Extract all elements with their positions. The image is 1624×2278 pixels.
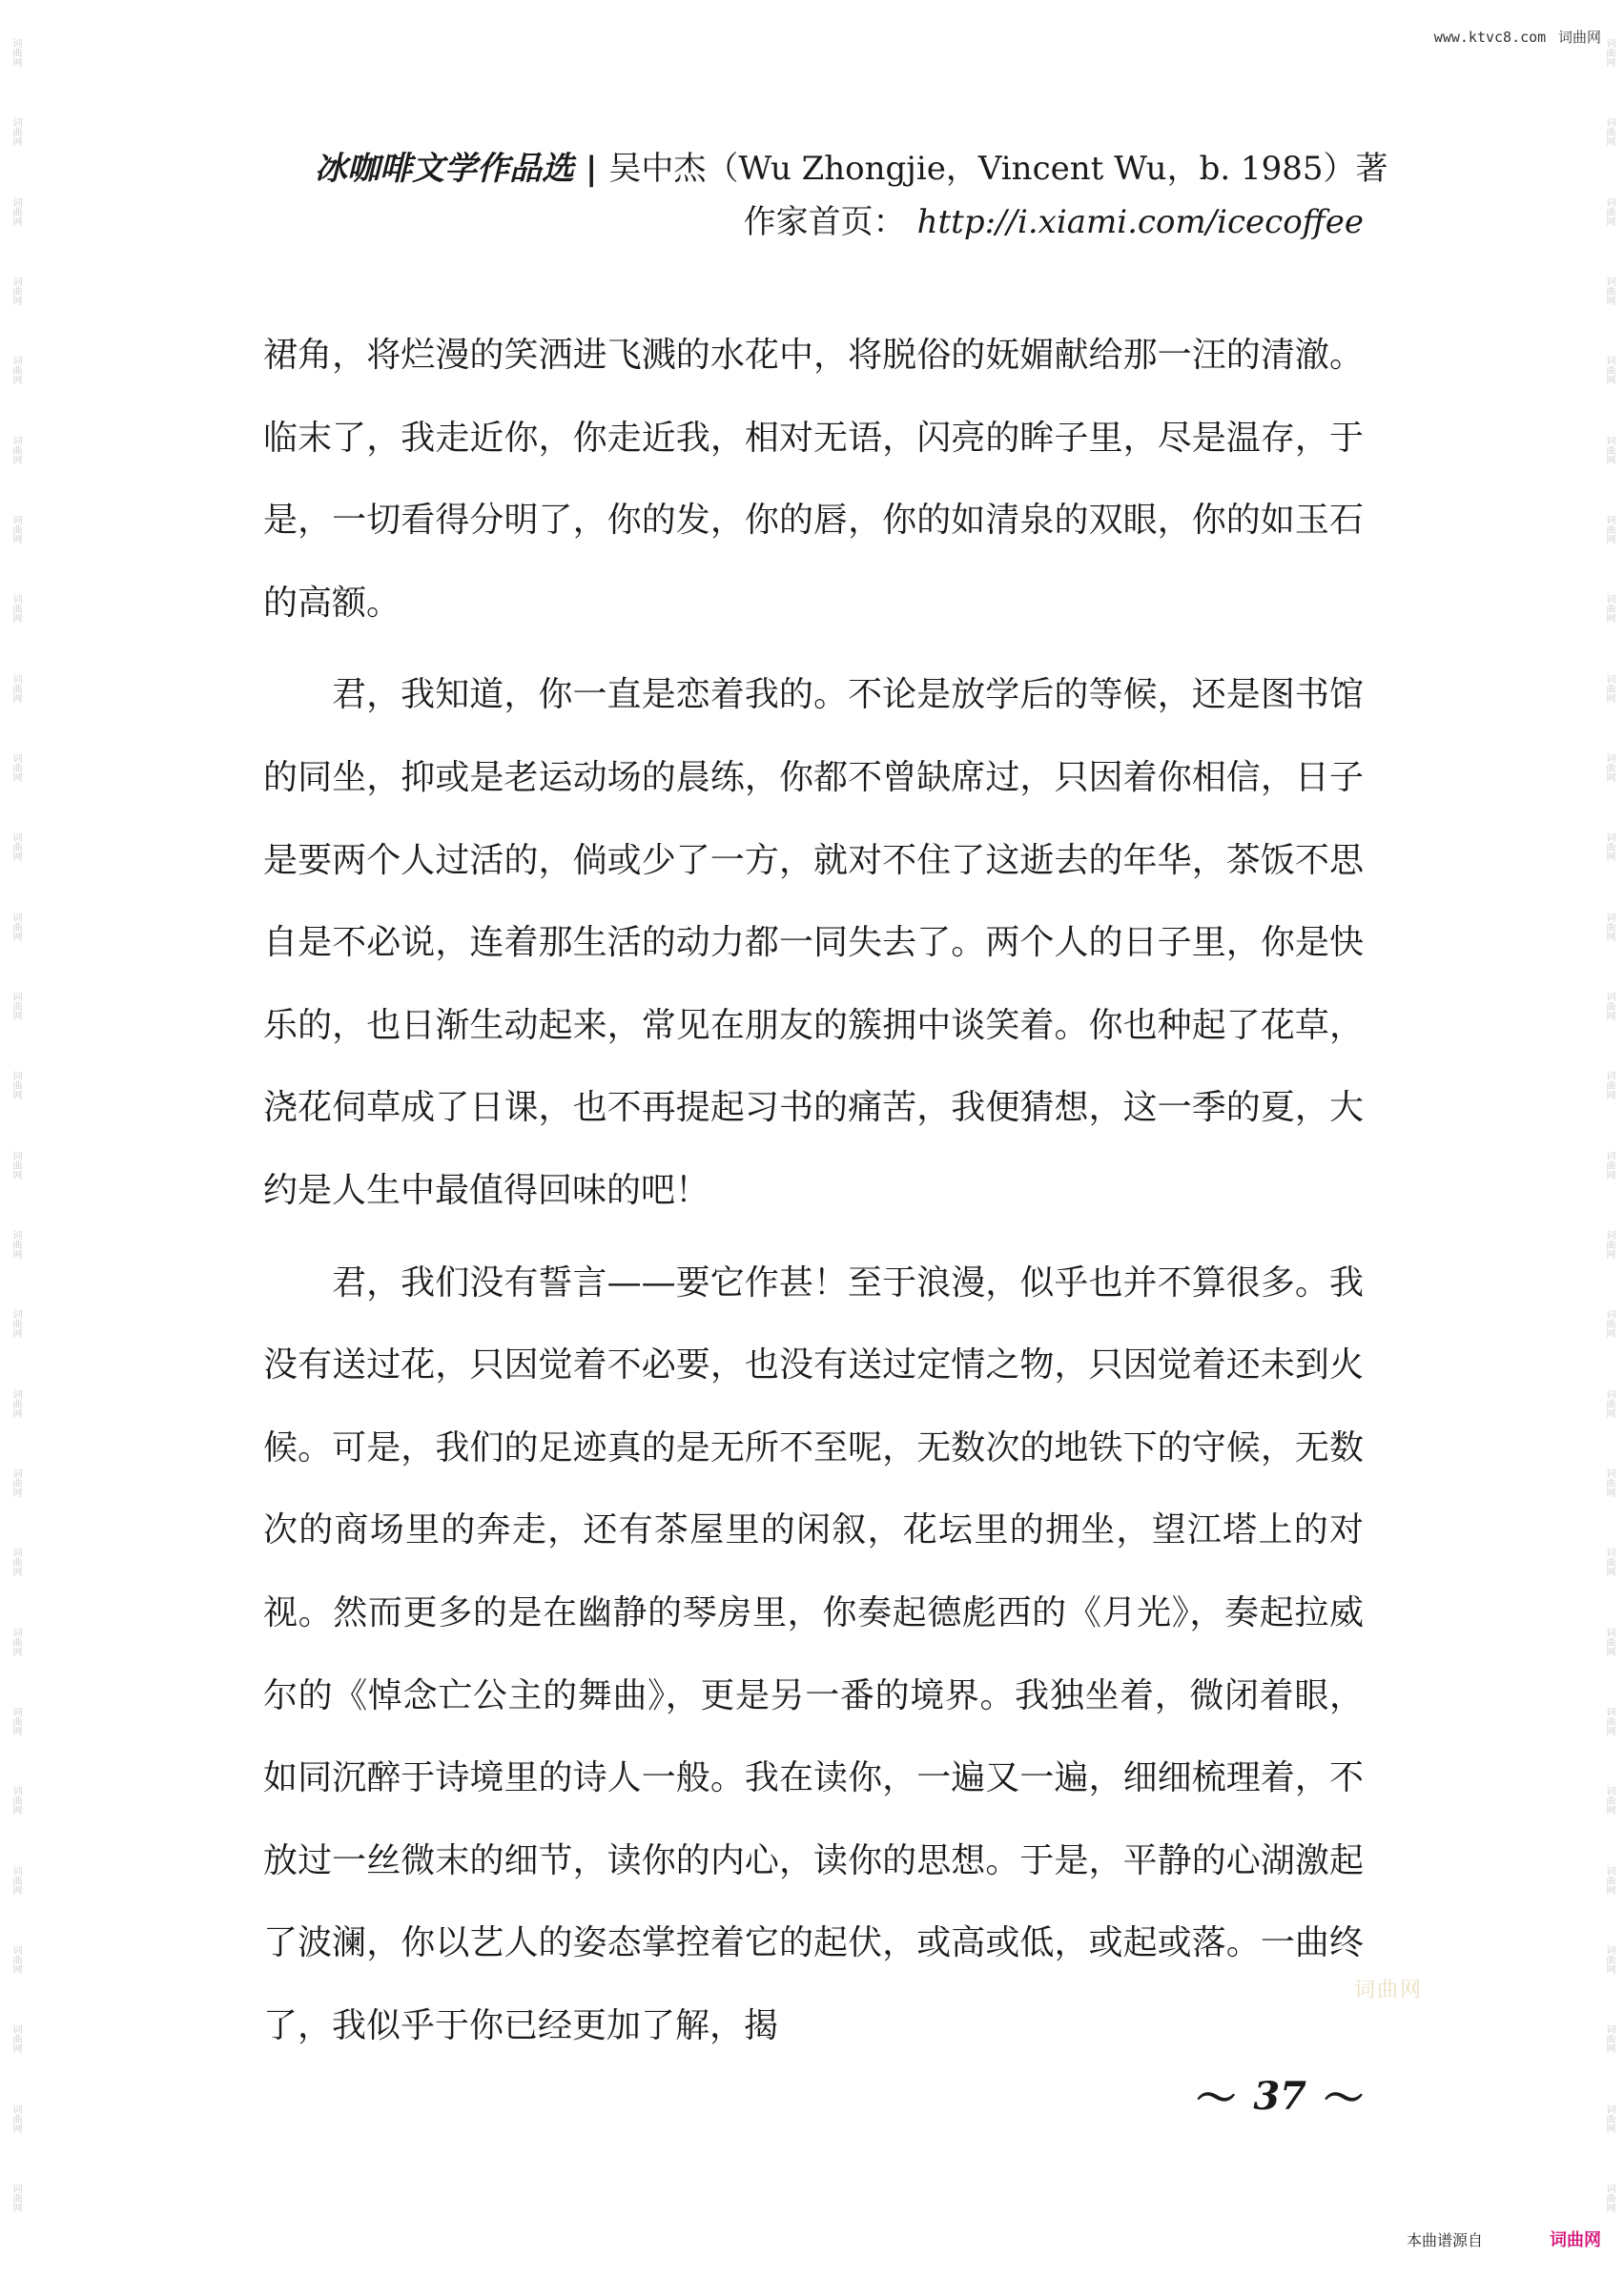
- side-watermark-text: 词曲网: [1604, 1786, 1614, 1816]
- side-watermark-text: 词曲网: [10, 514, 21, 544]
- side-watermark-text: 词曲网: [1604, 1388, 1614, 1418]
- brand-link[interactable]: 词曲网: [1550, 2230, 1601, 2250]
- bottom-watermark: [1407, 2227, 1601, 2251]
- side-watermark-text: 词曲网: [1604, 1467, 1614, 1497]
- page-header: [315, 145, 1388, 246]
- side-watermark-text: 词曲网: [1604, 673, 1614, 703]
- header-homepage-line: [315, 198, 1364, 246]
- side-watermark-text: 词曲网: [10, 1229, 21, 1259]
- side-watermark-text: 词曲网: [10, 1786, 21, 1816]
- side-watermark-text: 词曲网: [10, 435, 21, 464]
- side-watermark-text: 词曲网: [10, 594, 21, 624]
- page-number-value: 37: [1253, 2073, 1306, 2119]
- left-watermark-strip: [6, 38, 25, 2212]
- side-watermark-text: 词曲网: [10, 991, 21, 1020]
- side-watermark-text: 词曲网: [10, 2183, 21, 2212]
- side-watermark-text: 词曲网: [1604, 1627, 1614, 1656]
- side-watermark-text: 词曲网: [1604, 832, 1614, 862]
- body-text: [263, 315, 1364, 2067]
- author-info: 吴中杰（Wu Zhongjie，Vincent Wu，b. 1985）著: [608, 150, 1388, 188]
- side-watermark-text: 词曲网: [10, 1388, 21, 1418]
- homepage-link[interactable]: http://i.xiami.com/icecoffee: [916, 203, 1364, 241]
- right-watermark-strip: [1599, 38, 1618, 2212]
- side-watermark-text: 词曲网: [1604, 514, 1614, 544]
- side-watermark-text: 词曲网: [1604, 1865, 1614, 1895]
- side-watermark-text: 词曲网: [1604, 2024, 1614, 2054]
- side-watermark-text: 词曲网: [10, 912, 21, 941]
- page-number-tilde-right: ～: [1323, 2075, 1364, 2122]
- side-watermark-text: 词曲网: [10, 276, 21, 305]
- header-separator: |: [586, 150, 598, 188]
- side-watermark-text: 词曲网: [1604, 991, 1614, 1020]
- side-watermark-text: 词曲网: [10, 832, 21, 862]
- homepage-label: 作家首页：: [743, 203, 906, 241]
- side-watermark-text: 词曲网: [1604, 1071, 1614, 1100]
- side-watermark-text: 词曲网: [10, 1467, 21, 1497]
- side-watermark-text: 词曲网: [10, 356, 21, 385]
- side-watermark-text: 词曲网: [1604, 435, 1614, 464]
- header-title-line: [315, 145, 1388, 193]
- side-watermark-text: 词曲网: [1604, 276, 1614, 305]
- source-note: 本曲谱源自: [1406, 2231, 1483, 2249]
- side-watermark-text: 词曲网: [1604, 1150, 1614, 1180]
- side-watermark-text: 词曲网: [10, 1865, 21, 1895]
- side-watermark-text: 词曲网: [1604, 1706, 1614, 1735]
- side-watermark-text: 词曲网: [1604, 117, 1614, 147]
- page-number: [1196, 2067, 1364, 2124]
- watermark-site-name: 词曲网: [1557, 29, 1601, 46]
- side-watermark-text: 词曲网: [1604, 594, 1614, 624]
- side-watermark-text: 词曲网: [10, 1071, 21, 1100]
- side-watermark-text: 词曲网: [10, 2024, 21, 2054]
- side-watermark-text: 词曲网: [10, 117, 21, 147]
- page-number-tilde-left: ～: [1196, 2075, 1237, 2122]
- side-watermark-text: 词曲网: [10, 1309, 21, 1339]
- side-watermark-text: 词曲网: [1604, 2183, 1614, 2212]
- paragraph: 君，我们没有誓言——要它作甚！至于浪漫，似乎也并不算很多。我没有送过花，只因觉着不必要，也没有送过定情之物，只因觉着还未到火候。可是，我们的足迹真的是无所不至呢，无数次的地铁下的守候，无数次的商场里的奔走，还有茶屋里的闲叙，花坛里的拥坐，望江塔上的对视。然而更多的是在幽静的琴房里，你奏起德彪西的《月光》，奏起拉威尔的《悼念亡公主的舞曲》，更是另一番的境界。我独坐着，微闭着眼，如同沉醉于诗境里的诗人一般。我在读你，一遍又一遍，细细梳理着，不放过一丝微末的细节，读你的内心，读你的思想。于是，平静的心湖激起了波澜，你以艺人的姿态掌控着它的起伏，或高或低，或起或落。一曲终了，我似乎于你已经更加了解，揭: [263, 1262, 1364, 2045]
- side-watermark-text: 词曲网: [10, 196, 21, 226]
- side-watermark-text: 词曲网: [1604, 1229, 1614, 1259]
- side-watermark-text: 词曲网: [1604, 2104, 1614, 2133]
- side-watermark-text: 词曲网: [10, 1627, 21, 1656]
- side-watermark-text: 词曲网: [10, 1706, 21, 1735]
- side-watermark-text: 词曲网: [1604, 196, 1614, 226]
- side-watermark-text: 词曲网: [1604, 356, 1614, 385]
- side-watermark-text: 词曲网: [10, 752, 21, 782]
- side-watermark-text: 词曲网: [10, 2104, 21, 2133]
- side-watermark-text: 词曲网: [1604, 1944, 1614, 1974]
- side-watermark-text: 词曲网: [10, 673, 21, 703]
- side-watermark-text: 词曲网: [10, 1150, 21, 1180]
- side-watermark-text: 词曲网: [1604, 912, 1614, 941]
- top-watermark: [1434, 27, 1601, 47]
- faint-logo-watermark: 词曲网: [1354, 1979, 1424, 2002]
- side-watermark-text: 词曲网: [10, 1548, 21, 1577]
- book-title: 冰咖啡文学作品选: [315, 150, 574, 188]
- side-watermark-text: 词曲网: [1604, 752, 1614, 782]
- watermark-url[interactable]: www.ktvc8.com: [1433, 29, 1547, 46]
- paragraph-continuation: 裙角，将烂漫的笑洒进飞溅的水花中，将脱俗的妩媚献给那一汪的清澈。临末了，我走近你，你走近我，相对无语，闪亮的眸子里，尽是温存，于是，一切看得分明了，你的发，你的唇，你的如清泉的双眼，你的如玉石的高额。: [263, 336, 1364, 623]
- paragraph: 君，我知道，你一直是恋着我的。不论是放学后的等候，还是图书馆的同坐，抑或是老运动场的晨练，你都不曾缺席过，只因着你相信，日子是要两个人过活的，倘或少了一方，就对不住了这逝去的年华，茶饭不思自是不必说，连着那生活的动力都一同失去了。两个人的日子里，你是快乐的，也日渐生动起来，常见在朋友的簇拥中谈笑着。你也种起了花草，浇花伺草成了日课，也不再提起习书的痛苦，我便猜想，这一季的夏，大约是人生中最值得回味的吧！: [263, 675, 1364, 1210]
- side-watermark-text: 词曲网: [1604, 1548, 1614, 1577]
- side-watermark-text: 词曲网: [1604, 38, 1614, 67]
- side-watermark-text: 词曲网: [10, 38, 21, 67]
- side-watermark-text: 词曲网: [10, 1944, 21, 1974]
- side-watermark-text: 词曲网: [1604, 1309, 1614, 1339]
